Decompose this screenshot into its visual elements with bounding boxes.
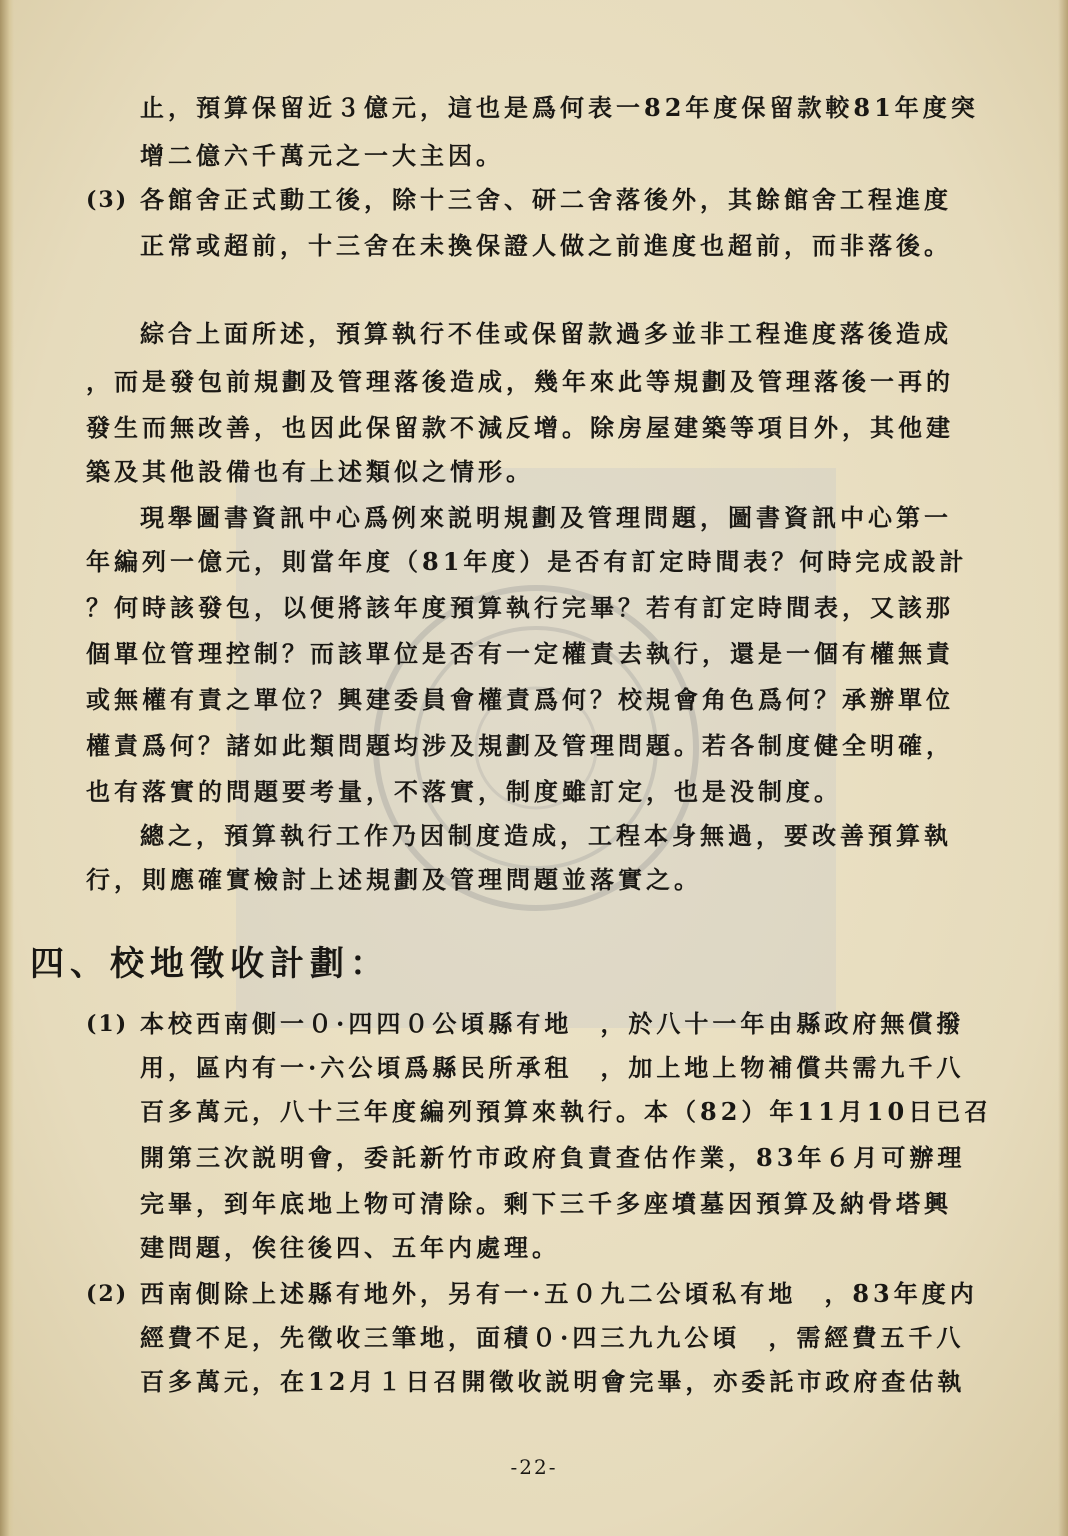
list-marker: (3) [86, 187, 129, 213]
text-line: 行，則應確實檢討上述規劃及管理問題並落實之。 [86, 865, 702, 894]
text-line: 權責爲何？諸如此類問題均涉及規劃及管理問題。若各制度健全明確， [86, 731, 954, 760]
text-line: 止，預算保留近３億元，這也是爲何表一82年度保留款較81年度突 [140, 93, 979, 122]
page-edge-left [0, 0, 14, 1536]
page-edge-right [1058, 0, 1068, 1536]
text-line: 開第三次説明會，委託新竹市政府負責查估作業，83年６月可辦理 [140, 1143, 966, 1172]
text-line: 總之，預算執行工作乃因制度造成，工程本身無過，要改善預算執 [140, 821, 952, 850]
page-number: -22- [510, 1455, 558, 1479]
text-line: 發生而無改善，也因此保留款不減反增。除房屋建築等項目外，其他建 [86, 413, 954, 442]
list-marker: (1) [86, 1011, 129, 1037]
text-line: 完畢，到年底地上物可清除。剩下三千多座墳墓因預算及納骨塔興 [140, 1189, 952, 1218]
text-line: 增二億六千萬元之一大主因。 [140, 141, 504, 170]
text-line: ？何時該發包，以便將該年度預算執行完畢？若有訂定時間表，又該那 [86, 593, 954, 622]
text-line: 綜合上面所述，預算執行不佳或保留款過多並非工程進度落後造成 [140, 319, 952, 348]
section-heading: 四、校地徵收計劃： [30, 944, 390, 984]
text-line: ，而是發包前規劃及管理落後造成，幾年來此等規劃及管理落後一再的 [86, 367, 954, 396]
list-marker: (2) [86, 1281, 129, 1307]
text-line: 年編列一億元，則當年度（81年度）是否有訂定時間表？何時完成設計 [86, 547, 968, 576]
text-line: 正常或超前，十三舍在未換保證人做之前進度也超前，而非落後。 [140, 231, 952, 260]
text-line: 也有落實的問題要考量，不落實，制度雖訂定，也是没制度。 [86, 777, 842, 806]
text-line: 經費不足，先徵收三筆地，面積０·四三九九公頃 ，需經費五千八 [140, 1323, 965, 1352]
text-line: 築及其他設備也有上述類似之情形。 [86, 457, 534, 486]
text-line: 用，區内有一·六公頃爲縣民所承租 ，加上地上物補償共需九千八 [140, 1053, 965, 1082]
text-line: 各館舍正式動工後，除十三舍、研二舍落後外，其餘館舍工程進度 [140, 185, 952, 214]
text-line: 建問題，俟往後四、五年内處理。 [140, 1233, 560, 1262]
text-line: 西南側除上述縣有地外，另有一·五０九二公頃私有地 ，83年度内 [140, 1279, 978, 1308]
text-line: 或無權有責之單位？興建委員會權責爲何？校規會角色爲何？承辦單位 [86, 685, 954, 714]
text-line: 百多萬元，在12月１日召開徵收説明會完畢，亦委託市政府查估執 [140, 1367, 966, 1396]
text-line: 百多萬元，八十三年度編列預算來執行。本（82）年11月10日已召 [140, 1097, 993, 1126]
text-line: 現舉圖書資訊中心爲例來説明規劃及管理問題，圖書資訊中心第一 [140, 503, 952, 532]
text-line: 個單位管理控制？而該單位是否有一定權責去執行，還是一個有權無責 [86, 639, 954, 668]
text-line: 本校西南側一０·四四０公頃縣有地 ，於八十一年由縣政府無償撥 [140, 1009, 965, 1038]
